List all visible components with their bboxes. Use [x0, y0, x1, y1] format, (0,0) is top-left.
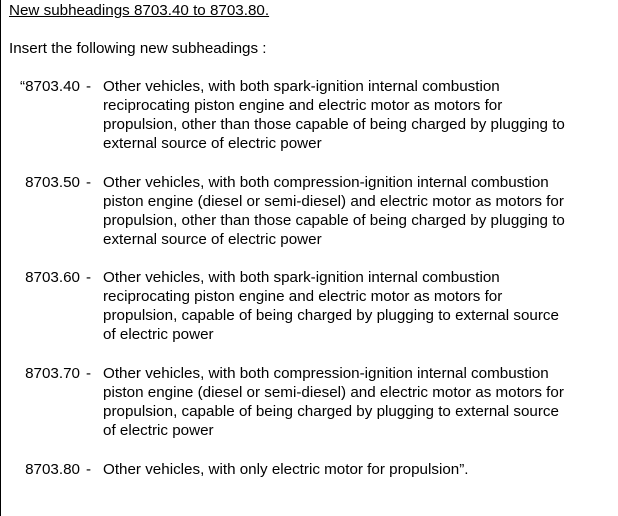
subheading-code: “8703.40: [20, 78, 80, 95]
entry-dash: -: [86, 269, 92, 286]
entry-dash: -: [86, 365, 92, 382]
entry-dash: -: [86, 461, 92, 478]
intro-text: Insert the following new subheadings :: [9, 40, 267, 57]
subheading-description: Other vehicles, with both spark-ignition internal combustion reciprocating piston engine and electric motor as motors for propulsion, capable of being charged by plugging to external source of electric power: [103, 269, 559, 343]
entry-dash: -: [86, 174, 92, 191]
subheading-code: 8703.50: [25, 174, 80, 191]
subheading-code: 8703.70: [25, 365, 80, 382]
subheading-description: Other vehicles, with only electric motor for propulsion”.: [103, 461, 469, 478]
subheading-description: Other vehicles, with both compression-ignition internal combustion piston engine (diesel or semi-diesel) and electric motor as motors for propulsion, capable of being charged by plugging to external source of electric power: [103, 365, 564, 439]
subheading-code: 8703.60: [25, 269, 80, 286]
left-border-line: [0, 0, 1, 516]
subheading-code: 8703.80: [25, 461, 80, 478]
entry-dash: -: [86, 78, 92, 95]
section-heading: New subheadings 8703.40 to 8703.80.: [9, 2, 270, 19]
subheading-description: Other vehicles, with both spark-ignition internal combustion reciprocating piston engine and electric motor as motors for propulsion, other than those capable of being charged by plugging to external source of electric power: [103, 78, 565, 152]
subheading-description: Other vehicles, with both compression-ignition internal combustion piston engine (diesel or semi-diesel) and electric motor as motors for propulsion, other than those capable of being charged by plugging to external source of electric power: [103, 174, 565, 248]
